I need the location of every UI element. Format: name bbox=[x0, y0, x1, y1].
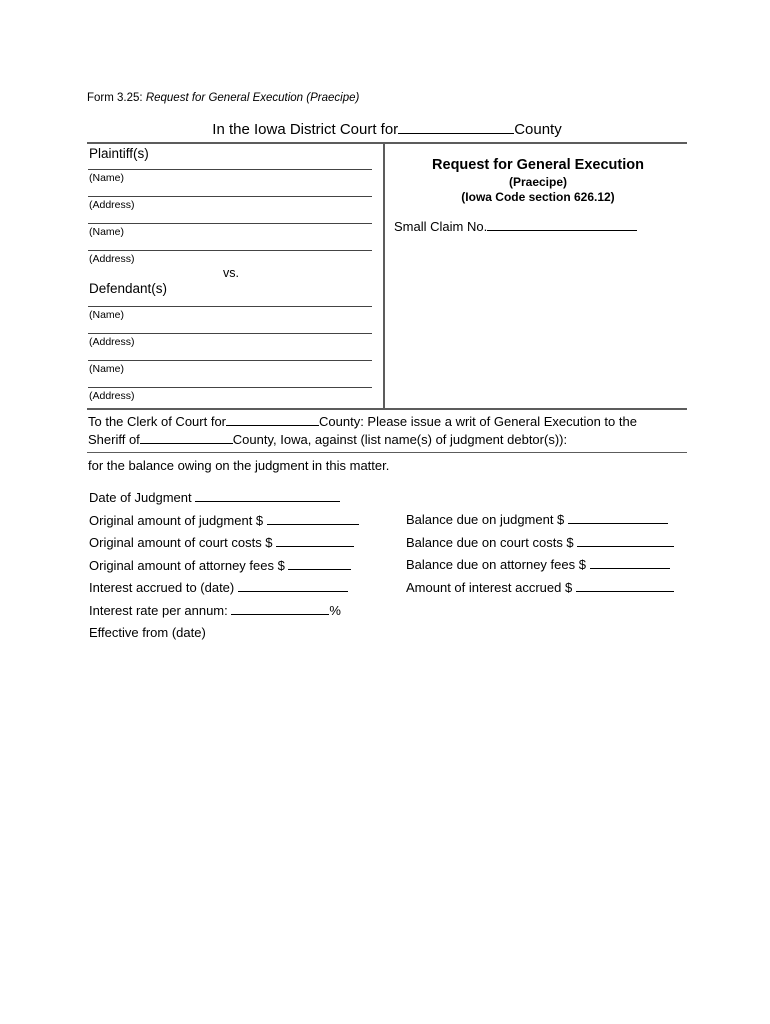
financial-right-blank[interactable] bbox=[577, 546, 674, 547]
defendant-address-2-rule[interactable] bbox=[88, 387, 372, 388]
defendant-name-1-label: (Name) bbox=[89, 309, 125, 321]
form-title-italic: Request for General Execution (Praecipe) bbox=[145, 92, 360, 104]
financial-left-row bbox=[89, 534, 354, 551]
financial-left-blank[interactable] bbox=[231, 614, 329, 615]
defendant-name-2-label: (Name) bbox=[89, 363, 125, 375]
financial-left-label: Interest accrued to (date) bbox=[89, 580, 238, 595]
financial-right-row bbox=[406, 556, 670, 573]
financial-right-blank[interactable] bbox=[590, 568, 670, 569]
financial-left-label: Original amount of attorney fees $ bbox=[89, 557, 289, 573]
financial-right-label: Balance due on attorney fees $ bbox=[406, 557, 590, 572]
financial-left-blank[interactable] bbox=[288, 569, 351, 570]
court-caption-prefix: In the Iowa District Court for bbox=[212, 121, 399, 138]
financial-right-label: Balance due on court costs $ bbox=[406, 534, 578, 550]
plaintiff-name-1-label: (Name) bbox=[89, 172, 125, 184]
form-number: Form 3.25: bbox=[87, 92, 143, 104]
defendant-name-1-rule[interactable] bbox=[88, 306, 372, 307]
financial-right-blank[interactable] bbox=[568, 523, 668, 524]
financial-left-row bbox=[89, 624, 206, 641]
financial-left-label: Original amount of judgment $ bbox=[89, 512, 267, 528]
document-title-line-1: Request for General Execution bbox=[432, 157, 644, 173]
financial-left-blank[interactable] bbox=[267, 524, 359, 525]
plaintiff-address-2-label: (Address) bbox=[89, 253, 135, 265]
clerk-request-prefix: To the Clerk of Court for bbox=[88, 414, 226, 429]
financial-left-row bbox=[89, 579, 348, 596]
judgment-debtors-rule[interactable] bbox=[87, 452, 687, 453]
financial-right-label: Amount of interest accrued $ bbox=[406, 579, 576, 595]
plaintiff-name-2-label: (Name) bbox=[89, 226, 125, 238]
sheriff-suffix: County, Iowa, against (list name(s) of judgment debtor(s)): bbox=[232, 432, 568, 447]
defendant-heading: Defendant(s) bbox=[89, 281, 168, 296]
financial-left-row bbox=[89, 512, 359, 529]
financial-left-blank[interactable] bbox=[276, 546, 354, 547]
court-caption-line bbox=[87, 120, 687, 139]
clerk-request-line-1 bbox=[88, 413, 637, 430]
clerk-request-suffix: County: Please issue a writ of General Execution to the bbox=[319, 414, 637, 429]
caption-bottom-rule bbox=[87, 408, 687, 410]
plaintiff-name-1-rule[interactable] bbox=[88, 169, 372, 170]
sheriff-county-blank[interactable] bbox=[140, 443, 233, 444]
document-title-line-2: (Praecipe) bbox=[508, 175, 568, 189]
court-caption-suffix: County bbox=[514, 121, 562, 138]
financial-left-blank[interactable] bbox=[238, 591, 348, 592]
plaintiff-address-2-rule[interactable] bbox=[88, 250, 372, 251]
balance-owing-line: for the balance owing on the judgment in this matter. bbox=[88, 458, 390, 473]
financial-left-label: Date of Judgment bbox=[89, 490, 196, 505]
financial-right-row bbox=[406, 534, 674, 551]
sheriff-line bbox=[88, 431, 567, 448]
financial-right-row bbox=[406, 511, 668, 528]
financial-left-label: Effective from (date) bbox=[89, 625, 206, 640]
sheriff-prefix: Sheriff of bbox=[88, 432, 140, 447]
county-blank[interactable] bbox=[398, 133, 514, 134]
small-claim-number-blank[interactable] bbox=[487, 230, 637, 231]
clerk-county-blank[interactable] bbox=[226, 425, 319, 426]
small-claim-number-field bbox=[394, 218, 637, 235]
financial-right-label: Balance due on judgment $ bbox=[406, 512, 568, 527]
financial-right-blank[interactable] bbox=[576, 591, 674, 592]
document-title-line-3: (Iowa Code section 626.12) bbox=[461, 190, 615, 204]
plaintiff-address-1-rule[interactable] bbox=[88, 196, 372, 197]
financial-left-row bbox=[89, 602, 341, 619]
defendant-address-1-rule[interactable] bbox=[88, 333, 372, 334]
caption-top-rule bbox=[87, 142, 687, 144]
plaintiff-address-1-label: (Address) bbox=[89, 199, 135, 211]
financial-left-row bbox=[89, 557, 351, 574]
financial-left-label: Interest rate per annum: bbox=[89, 602, 232, 618]
small-claim-number-label: Small Claim No. bbox=[394, 219, 488, 234]
plaintiff-heading: Plaintiff(s) bbox=[89, 146, 149, 161]
financial-left-row bbox=[89, 489, 340, 506]
form-identifier bbox=[87, 91, 359, 105]
defendant-address-2-label: (Address) bbox=[89, 390, 135, 402]
caption-vertical-divider bbox=[383, 143, 385, 408]
financial-left-suffix: % bbox=[329, 602, 341, 618]
defendant-name-2-rule[interactable] bbox=[88, 360, 372, 361]
defendant-address-1-label: (Address) bbox=[89, 336, 135, 348]
versus-label: vs. bbox=[223, 266, 239, 280]
financial-left-label: Original amount of court costs $ bbox=[89, 535, 277, 550]
plaintiff-name-2-rule[interactable] bbox=[88, 223, 372, 224]
financial-right-row bbox=[406, 579, 674, 596]
financial-left-blank[interactable] bbox=[195, 501, 340, 502]
